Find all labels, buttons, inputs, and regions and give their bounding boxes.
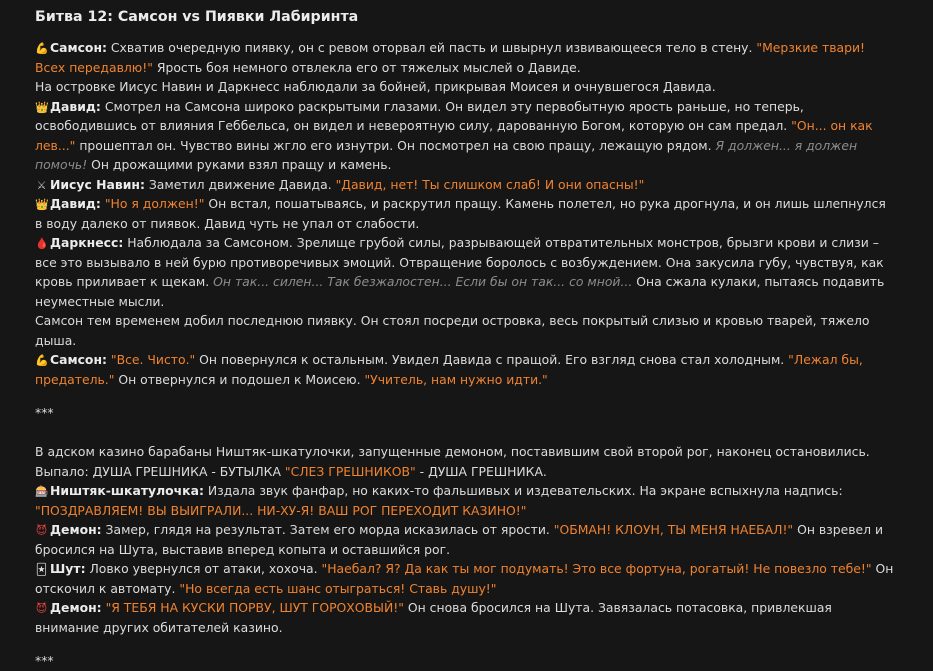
narration-paragraph: В адском казино барабаны Ништяк-шкатулочки, запущенные демоном, поставившим свой второй рог, наконец остановились. Выпало: ДУША ГРЕШНИКА - БУТЫЛКА "СЛЕЗ ГРЕШНИКОВ" - ДУША ГРЕШНИКА. — [35, 444, 870, 479]
joshua-paragraph: ⚔ Иисус Навин: Заметил движение Давида. "Давид, нет! Ты слишком слаб! И они опасны!" — [36, 176, 645, 192]
narration-paragraph: На островке Иисус Навин и Даркнесс наблюдали за бойней, прикрывая Моисея и очнувшегося Давида. — [35, 79, 716, 94]
quote: "Но я должен!" — [104, 196, 205, 211]
speaker-name: Демон: — [50, 600, 102, 615]
quote: "Давид, нет! Ты слишком слаб! И они опасны!" — [335, 176, 645, 192]
blood-drop-icon: 🩸 — [35, 237, 49, 250]
quote: "Мерзкие твари! Всех передавлю!" — [35, 40, 865, 75]
crossed-swords-icon: ⚔ — [36, 178, 47, 192]
quote: "Он... он как лев..." — [35, 118, 873, 153]
speaker-name: Давид: — [50, 196, 101, 211]
quote: "Но всегда есть шанс отыграться! Ставь душу!" — [179, 580, 497, 596]
quote: "ОБМАН! КЛОУН, ТЫ МЕНЯ НАЕБАЛ!" — [553, 522, 794, 537]
speaker-name: Иисус Навин: — [50, 176, 145, 192]
speaker-name: Самсон: — [50, 40, 107, 55]
speaker-name: Шут: — [50, 561, 86, 576]
quote: "Учитель, нам нужно идти." — [364, 371, 548, 387]
quote: "СЛЕЗ ГРЕШНИКОВ" — [284, 463, 416, 479]
samson-paragraph: 💪Самсон: "Все. Чисто." Он повернулся к остальным. Увидел Давида с пращой. Его взгляд снова стал холодным. "Лежал бы, предатель." Он отвернулся и подошел к Моисею. "Учитель, нам нужно идти." — [35, 352, 863, 387]
demon-paragraph: 😈 Демон: Замер, глядя на результат. Затем его морда исказилась от ярости. "ОБМАН! КЛОУН, ТЫ МЕНЯ НАЕБАЛ!" Он взревел и бросился на Шута, выставив вперед копыта и оставшийся рог. — [35, 522, 884, 557]
narration-paragraph: Самсон тем временем добил последнюю пиявку. Он стоял посреди островка, весь покрытый слизью и кровью тварей, тяжело дыша. — [35, 313, 870, 348]
slot-machine-icon: 🎰 — [35, 485, 49, 498]
section-separator: *** — [35, 405, 54, 420]
david-paragraph: 👑Давид: "Но я должен!" Он встал, пошатываясь, и раскрутил пращу. Камень полетел, но рука дрогнула, и он лишь шлепнулся в воду далеко от пиявок. Давид чуть не упал от слабости. — [35, 196, 886, 231]
box-paragraph: 🎰Ништяк-шкатулочка: Издала звук фанфар, но каких-то фальшивых и издевательских. На экране вспыхнула надпись: "ПОЗДРАВЛЯЕМ! ВЫ ВЫИГРАЛИ... НИ-ХУ-Я! ВАШ РОГ ПЕРЕХОДИТ КАЗИНО!" — [35, 483, 843, 518]
devil-face-icon: 😈 — [35, 524, 48, 537]
jester-paragraph: 🃏 Шут: Ловко увернулся от атаки, хохоча. "Наебал? Я? Да как ты мог подумать! Это все фортуна, рогатый! Не повезло тебе!" Он отскочил к автомату. "Но всегда есть шанс отыграться! Ставь душу!" — [35, 561, 894, 596]
speaker-name: Демон: — [50, 522, 102, 537]
speaker-name: Самсон: — [50, 352, 107, 367]
speaker-name: Ништяк-шкатулочка: — [50, 483, 204, 498]
speaker-name: Даркнесс: — [50, 235, 124, 250]
flexed-biceps-icon: 💪 — [35, 42, 49, 55]
samson-paragraph: 💪Самсон: Схватив очередную пиявку, он с ревом оторвал ей пасть и швырнул извивающееся тело в стену. "Мерзкие твари! Всех передавлю!" Ярость боя немного отвлекла его от тяжелых мыслей о Давиде. — [35, 40, 865, 75]
spacer — [35, 637, 897, 651]
spacer — [35, 423, 897, 443]
inner-thought: Он так... силен... Так безжалостен... Если бы он так... со мной... — [213, 274, 633, 289]
quote: "ПОЗДРАВЛЯЕМ! ВЫ ВЫИГРАЛИ... НИ-ХУ-Я! ВАШ РОГ ПЕРЕХОДИТ КАЗИНО!" — [35, 502, 527, 518]
david-paragraph: 👑Давид: Смотрел на Самсона широко раскрытыми глазами. Он видел эту первобытную ярость раньше, но теперь, освободившись от влияния Геббельса, он видел и невероятную силу, дарованную Богом, которую он сам предал. "Он... он как лев..." прошептал он. Чувство вины жгло его изнутри. Он посмотрел на свою пращу, лежащую рядом. Я должен... я должен помочь! Он дрожащими руками взял пращу и камень. — [35, 98, 873, 172]
devil-face-icon: 😈 — [35, 602, 48, 615]
quote: "Я ТЕБЯ НА КУСКИ ПОРВУ, ШУТ ГОРОХОВЫЙ!" — [105, 600, 404, 615]
flexed-biceps-icon: 💪 — [35, 354, 49, 367]
speaker-name: Давид: — [50, 98, 101, 114]
darkness-paragraph: 🩸Даркнесс: Наблюдала за Самсоном. Зрелище грубой силы, разрывающей отвратительных монстров, брызги крови и слизи – все это вызывало в ней бурю противоречивых эмоций. Отвращение боролось с возбуждением. Она закусила губу, чувствуя, как кровь приливает к щекам. Он так... силен... Так безжалостен... Если бы он так... со мной... Она сжала кулаки, пытаясь подавить неуместные мысли. — [35, 235, 885, 309]
spacer — [35, 389, 897, 403]
inner-thought: Я должен... я должен помочь! — [35, 137, 858, 172]
quote: "Все. Чисто." — [110, 352, 196, 367]
demon-paragraph: 😈 Демон: "Я ТЕБЯ НА КУСКИ ПОРВУ, ШУТ ГОРОХОВЫЙ!" Он снова бросился на Шута. Завязалась потасовка, привлекшая внимание других обитателей казино. — [35, 600, 832, 635]
crown-icon: 👑 — [35, 100, 49, 114]
section-separator: *** — [35, 653, 54, 668]
battle-title: Битва 12: Самсон vs Пиявки Лабиринта — [35, 9, 359, 25]
quote: "Наебал? Я? Да как ты мог подумать! Это все фортуна, рогатый! Не повезло тебе!" — [321, 561, 872, 576]
crown-icon: 👑 — [35, 198, 49, 211]
quote: "Лежал бы, предатель." — [35, 352, 863, 387]
joker-card-icon: 🃏 — [35, 563, 48, 576]
